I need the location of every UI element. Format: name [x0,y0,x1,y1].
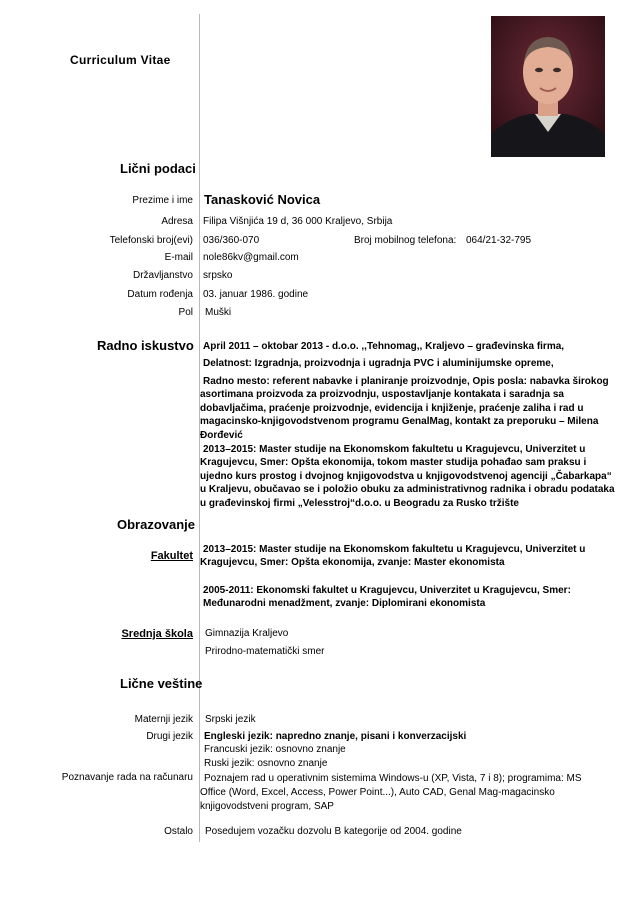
high-school-label: Srednja škola [121,628,193,640]
profile-photo [491,16,605,157]
section-work-title: Radno iskustvo [97,338,194,353]
gender-label: Pol [178,307,193,318]
high-school-name: Gimnazija Kraljevo [205,628,289,639]
email-label: E-mail [164,252,193,263]
address-label: Adresa [161,216,193,227]
page-title: Curriculum Vitae [70,53,171,67]
other-language-label: Drugi jezik [146,731,193,742]
mobile-value: 064/21-32-795 [466,235,532,246]
computer-skills-content: Poznajem rad u operativnim sistemima Windows-u (XP, Vista, 7 i 8); programima: MS Office (Word, Excel, Access, Power Point...), Auto CAD, Genal Mag-magacinsko knjigovodstveni program, SAP [200,773,582,812]
citizenship-label: Državljanstvo [132,270,193,281]
other-language-russian: Ruski jezik: osnovno znanje [204,758,328,769]
mother-tongue-label: Maternji jezik [134,714,193,725]
section-skills-title: Lične veštine [120,676,203,691]
other-language-french: Francuski jezik: osnovno znanje [204,744,346,755]
faculty-entry-1 [200,543,620,570]
work-position-content: Radno mesto: referent nabavke i planiranje proizvodnje, Opis posla: nabavka širokog asortimana proizvoda za proizvodnju, uspostavljanje kontakata i saradnja sa dobavljačima, praćenje proizvodnje, evidencija i knjiženje, praćenje zaliha i rad u magacinsko-knjigovodstvenom programu GenalMag, kontakt za preporuku – Milena Đorđević [200,376,609,441]
address-value: Filipa Višnjića 19 d, 36 000 Kraljevo, Srbija [203,216,393,227]
computer-skills-text [200,772,610,814]
birth-label: Datum rođenja [127,289,193,300]
gender-value: Muški [205,307,232,318]
name-label: Prezime i ime [132,195,193,206]
section-education-title: Obrazovanje [117,517,196,532]
other-info-label: Ostalo [164,826,193,837]
faculty-entry-1-content: 2013–2015: Master studije na Ekonomskom fakultetu u Kragujevcu, Univerzitet u Kragujevcu, Smer: Opšta ekonomija, zvanje: Master ekonomista [200,544,586,569]
work-entry-line: April 2011 – oktobar 2013 - d.o.o. ,,Tehnomag,, Kraljevo – građevinska firma, [203,341,565,352]
work-activity-line: Delatnost: Izgradnja, proizvodnja i ugradnja PVC i aluminijumske opreme, [203,358,554,369]
section-personal-title: Lični podaci [120,161,196,176]
work-master-content: 2013–2015: Master studije na Ekonomskom fakultetu u Kragujevcu, Univerzitet u Kragujevcu, Smer: Opšta ekonomija, tokom master studija pohađao sam praksu i ujedno kurs prostog i dvojnog knjigovodstva u knjigovodstvenoj agenciji „Čabarkapa“ u Kraljevu, obučavao se i položio obuku za administrativnog radnika i obradu podataka u građevinskoj firmi „Velesstroj“d.o.o. u Beogradu za Rusko tržište [200,444,615,509]
citizenship-value: srpsko [203,270,233,281]
mother-tongue-value: Srpski jezik [205,714,256,725]
computer-skills-label: Poznavanje rada na računaru [61,772,193,783]
other-info-value: Posedujem vozačku dozvolu B kategorije od 2004. godine [205,826,462,837]
high-school-track: Prirodno-matematički smer [205,646,325,657]
work-master-text [200,443,620,510]
birth-value: 03. januar 1986. godine [203,289,309,300]
faculty-label: Fakultet [150,550,193,562]
faculty-entry-2: 2005-2011: Ekonomski fakultet u Kragujevcu, Univerzitet u Kragujevcu, Smer: Međunarodni menadžment, zvanje: Diplomirani ekonomista [203,585,571,610]
other-language-english: Engleski jezik: napredno znanje, pisani i konverzacijski [204,731,467,742]
mobile-label: Broj mobilnog telefona: [354,235,457,246]
full-name: Tanasković Novica [204,192,321,207]
email-value: nole86kv@gmail.com [203,252,299,263]
work-position-text [200,375,620,442]
phone-value: 036/360-070 [203,235,260,246]
phone-label: Telefonski broj(evi) [109,235,193,246]
